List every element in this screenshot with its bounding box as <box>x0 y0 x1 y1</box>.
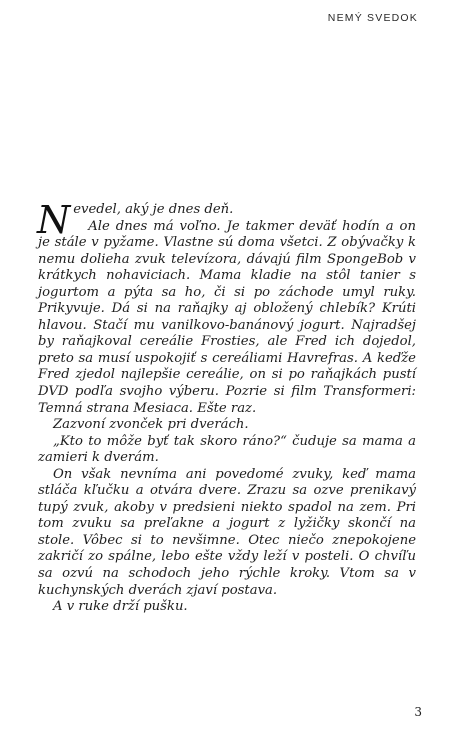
paragraph-1: Ale dnes má voľno. Je takmer deväť hodín a on je stále v pyžame. Vlastne sú doma všetci. Z obývačky k nemu dolieha zvuk televízora, dávajú film SpongeBob v krátkych nohaviciach. Mama kladie na stôl tanier s jogurtom a pýta sa ho, či si po záchode umyl ruky. Prikyvuje. Dá si na raňajky aj obložený chlebík? Krúti hlavou. Stačí mu vanilkovo-banánový jogurt. Najradšej by raňajkoval cereálie Frosties, ale Fred ich dojedol, preto sa musí uspokojiť s cereáliami Havrefras. A keďže Fred zjedol najlepšie cereálie, on si po raňajkách pustí DVD podľa svojho výberu. Pozrie si film Transformeri: Temná strana Mesiaca. Ešte raz. <box>38 218 416 416</box>
running-header: NEMÝ SVEDOK <box>327 12 418 24</box>
paragraph-3: „Kto to môže byť tak skoro ráno?“ čuduje sa mama a zamieri k dverám. <box>38 433 416 466</box>
chapter-text <box>37 198 416 616</box>
opening-paragraph <box>37 198 416 242</box>
page-number: 3 <box>414 705 422 719</box>
paragraph-2: Zazvoní zvonček pri dverách. <box>53 417 249 433</box>
drop-cap: N <box>37 198 71 242</box>
opening-line: evedel, aký je dnes deň. <box>73 202 234 217</box>
paragraph-4: On však nevníma ani povedomé zvuky, keď mama stláča kľučku a otvára dvere. Zrazu sa ozve prenikavý tupý zvuk, akoby v predsieni niekto spadol na zem. Pri tom zvuku sa preľakne a jogurt z lyžičky skončí na stole. Vôbec si to nevšimne. Otec niečo znepokojene zakričí zo spálne, lebo ešte vždy leží v posteli. O chvíľu sa ozvú na schodoch jeho rýchle kroky. Vtom sa v kuchynských dverách zjaví postava. <box>38 466 416 598</box>
paragraph-5: A v ruke drží pušku. <box>53 599 188 615</box>
